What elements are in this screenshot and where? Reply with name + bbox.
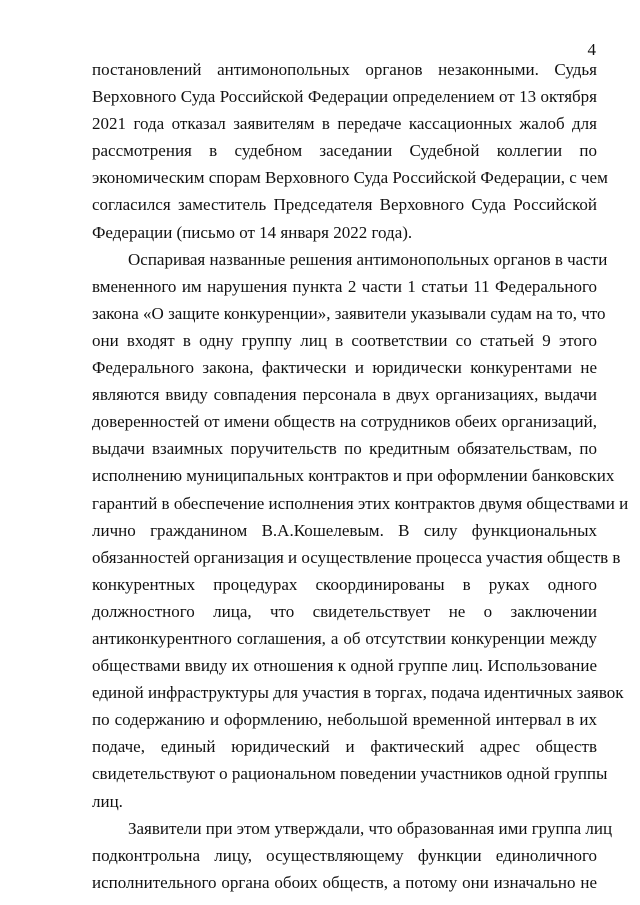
document-body	[92, 56, 629, 896]
paragraph	[92, 56, 608, 246]
text-line: конкурентных процедурах скоординированы в руках одного	[92, 574, 597, 594]
text-line: согласился заместитель Председателя Верховного Суда Российской	[92, 195, 597, 215]
text-line: являются ввиду совпадения персонала в двух организациях, выдачи	[92, 385, 597, 405]
text-line: вмененного им нарушения пункта 2 части 1 статьи 11 Федерального	[92, 276, 597, 296]
text-line: подаче, единый юридический и фактический адрес обществ	[92, 737, 597, 757]
text-line: обязанностей организация и осуществление процесса участия обществ в	[92, 547, 621, 567]
text-line: Заявители при этом утверждали, что образованная ими группа лиц	[128, 818, 613, 838]
text-line: Федерального закона, фактически и юридически конкурентами не	[92, 358, 597, 378]
text-line: единой инфраструктуры для участия в торгах, подача идентичных заявок	[92, 683, 624, 703]
text-line: обществами ввиду их отношения к одной группе лиц. Использование	[92, 656, 597, 676]
text-line: доверенностей от имени обществ на сотрудников обеих организаций,	[92, 412, 597, 432]
page-number: 4	[587, 40, 596, 59]
text-line: 2021 года отказал заявителям в передаче кассационных жалоб для	[92, 114, 597, 134]
text-line: подконтрольна лицу, осуществляющему функции единоличного	[92, 845, 597, 865]
text-line: исполнительного органа обоих обществ, а потому они изначально не	[92, 872, 597, 892]
text-line: Оспаривая названные решения антимонопольных органов в части	[128, 249, 608, 269]
text-line: исполнению муниципальных контрактов и при оформлении банковских	[92, 466, 615, 486]
paragraph	[92, 815, 613, 896]
text-line: антиконкурентного соглашения, а об отсутствии конкуренции между	[92, 628, 597, 648]
text-line: выдачи взаимных поручительств по кредитным обязательствам, по	[92, 439, 597, 459]
text-line: свидетельствуют о рациональном поведении участников одной группы	[92, 764, 608, 784]
text-line: они входят в одну группу лиц в соответствии со статьей 9 этого	[92, 330, 597, 350]
text-line: по содержанию и оформлению, небольшой временной интервал в их	[92, 710, 597, 730]
text-line: должностного лица, что свидетельствует не о заключении	[92, 601, 597, 621]
text-line: Федерации (письмо от 14 января 2022 года).	[92, 222, 413, 242]
text-line: Верховного Суда Российской Федерации определением от 13 октября	[92, 87, 597, 107]
text-line: лично гражданином В.А.Кошелевым. В силу функциональных	[92, 520, 597, 540]
text-line: лиц.	[92, 791, 123, 811]
text-line: экономическим спорам Верховного Суда Российской Федерации, с чем	[92, 168, 608, 188]
text-line: рассмотрения в судебном заседании Судебной коллегии по	[92, 141, 597, 161]
text-line: закона «О защите конкуренции», заявители указывали судам на то, что	[92, 303, 606, 323]
text-line: постановлений антимонопольных органов незаконными. Судья	[92, 60, 597, 79]
paragraph	[92, 246, 629, 815]
text-line: гарантий в обеспечение исполнения этих контрактов двумя обществами и	[92, 493, 629, 513]
